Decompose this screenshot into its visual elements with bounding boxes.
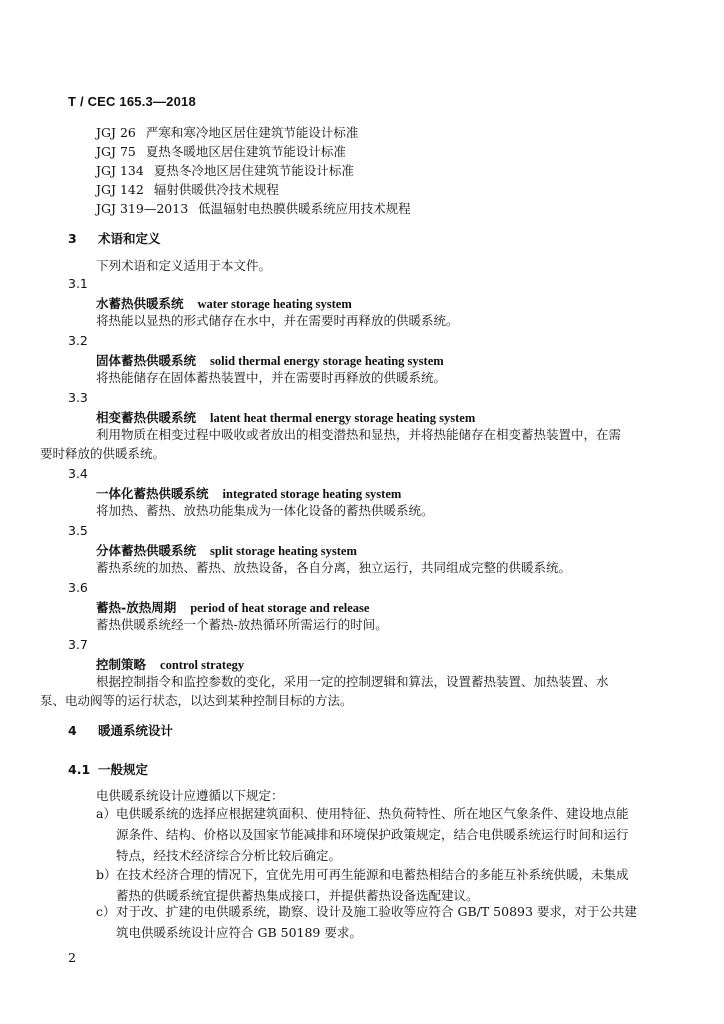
term-number: 3.6 <box>68 580 88 595</box>
term-heading <box>96 351 444 369</box>
reference-code: JGJ 319—2013 <box>96 201 189 216</box>
subsection-number: 4.1 <box>68 762 91 777</box>
term-number: 3.5 <box>68 523 88 538</box>
term-zh: 固体蓄热供暖系统 <box>96 353 197 368</box>
term-definition: 蓄热系统的加热、蓄热、放热设备，各自分离，独立运行，共同组成完整的供暖系统。 <box>96 560 572 575</box>
term-number: 3.7 <box>68 637 88 652</box>
subsection-4-1-heading <box>68 760 148 778</box>
list-marker: b） <box>96 867 117 882</box>
term-number: 3.3 <box>68 390 88 405</box>
definition-line: 利用物质在相变过程中吸收或者放出的相变潜热和显热，并将热能储存在相变蓄热装置中，在需 <box>96 427 622 442</box>
list-line: 蓄热的供暖系统宜提供蓄热集成接口，并提供蓄热设备选配建议。 <box>116 888 479 903</box>
term-heading <box>96 541 357 559</box>
definition-line: 泵、电动阀等的运行状态，以达到某种控制目标的方法。 <box>40 693 353 708</box>
term-zh: 水蓄热供暖系统 <box>96 296 184 311</box>
term-definition: 将加热、蓄热、放热功能集成为一体化设备的蓄热供暖系统。 <box>96 503 434 518</box>
reference-item <box>96 142 411 161</box>
term-en: solid thermal energy storage heating system <box>210 354 444 368</box>
reference-item <box>96 180 411 199</box>
term-definition: 蓄热供暖系统经一个蓄热-放热循环所需运行的时间。 <box>96 617 388 632</box>
section-number: 3 <box>68 231 77 246</box>
list-marker: c） <box>96 904 116 919</box>
list-line: 在技术经济合理的情况下，宜优先用可再生能源和电蓄热相结合的多能互补系统供暖，未集成 <box>116 867 629 882</box>
section-title: 暖通系统设计 <box>98 723 174 738</box>
list-line: 对于改、扩建的电供暖系统，勘察、设计及施工验收等应符合 GB/T 50893 要求，对于公共建 <box>116 904 637 919</box>
reference-list <box>96 123 411 218</box>
reference-code: JGJ 134 <box>96 163 144 178</box>
term-zh: 控制策略 <box>96 657 147 672</box>
reference-title: 夏热冬暖地区居住建筑节能设计标准 <box>145 144 346 159</box>
list-text <box>116 901 648 943</box>
term-en: split storage heating system <box>210 544 357 558</box>
list-marker: a） <box>96 806 116 821</box>
section-4-heading <box>68 721 173 739</box>
definition-line: 要时释放的供暖系统。 <box>40 446 166 461</box>
reference-code: JGJ 26 <box>96 125 136 140</box>
list-item <box>68 864 648 906</box>
section-3-heading <box>68 229 161 247</box>
term-en: latent heat thermal energy storage heating system <box>210 411 476 425</box>
reference-code: JGJ 142 <box>96 182 144 197</box>
section-title: 术语和定义 <box>98 231 161 246</box>
term-en: period of heat storage and release <box>190 601 370 615</box>
term-en: water storage heating system <box>197 297 352 311</box>
reference-title: 严寒和寒冷地区居住建筑节能设计标准 <box>145 125 359 140</box>
term-zh: 相变蓄热供暖系统 <box>96 410 197 425</box>
term-number: 3.4 <box>68 466 88 481</box>
section-3-intro: 下列术语和定义适用于本文件。 <box>96 258 272 273</box>
term-zh: 一体化蓄热供暖系统 <box>96 486 209 501</box>
term-definition <box>40 425 648 463</box>
list-line: 源条件、结构、价格以及国家节能减排和环境保护政策规定，结合电供暖系统运行时间和运行 <box>116 827 629 842</box>
list-line: 筑电供暖系统设计应符合 GB 50189 要求。 <box>116 925 362 940</box>
list-item <box>68 901 648 943</box>
term-heading <box>96 294 352 312</box>
list-text <box>116 864 648 906</box>
list-line: 特点，经技术经济综合分析比较后确定。 <box>116 848 342 863</box>
list-text <box>116 803 648 866</box>
term-heading <box>96 484 401 502</box>
subsection-title: 一般规定 <box>98 762 149 777</box>
reference-code: JGJ 75 <box>96 144 136 159</box>
term-definition <box>40 672 648 710</box>
term-heading <box>96 655 244 673</box>
section-number: 4 <box>68 723 77 738</box>
definition-line: 根据控制指令和监控参数的变化，采用一定的控制逻辑和算法，设置蓄热装置、加热装置、水 <box>96 674 609 689</box>
reference-title: 夏热冬冷地区居住建筑节能设计标准 <box>153 163 354 178</box>
reference-title: 低温辐射电热膜供暖系统应用技术规程 <box>198 201 411 216</box>
list-line: 电供暖系统的选择应根据建筑面积、使用特征、热负荷特性、所在地区气象条件、建设地点能 <box>116 806 629 821</box>
reference-item <box>96 199 411 218</box>
section-4-intro: 电供暖系统设计应遵循以下规定： <box>96 788 284 803</box>
term-zh: 分体蓄热供暖系统 <box>96 543 197 558</box>
term-definition: 将热能储存在固体蓄热装置中，并在需要时再释放的供暖系统。 <box>96 370 447 385</box>
term-zh: 蓄热-放热周期 <box>96 600 177 615</box>
term-definition: 将热能以显热的形式储存在水中，并在需要时再释放的供暖系统。 <box>96 313 459 328</box>
standard-header: T / CEC 165.3—2018 <box>68 94 196 109</box>
reference-item <box>96 161 411 180</box>
term-number: 3.1 <box>68 276 88 291</box>
list-item <box>68 803 648 866</box>
term-number: 3.2 <box>68 333 88 348</box>
page-number: 2 <box>68 950 76 965</box>
term-en: integrated storage heating system <box>222 487 402 501</box>
term-heading <box>96 408 475 426</box>
term-en: control strategy <box>160 658 245 672</box>
reference-title: 辐射供暖供冷技术规程 <box>153 182 279 197</box>
reference-item <box>96 123 411 142</box>
term-heading <box>96 598 369 616</box>
